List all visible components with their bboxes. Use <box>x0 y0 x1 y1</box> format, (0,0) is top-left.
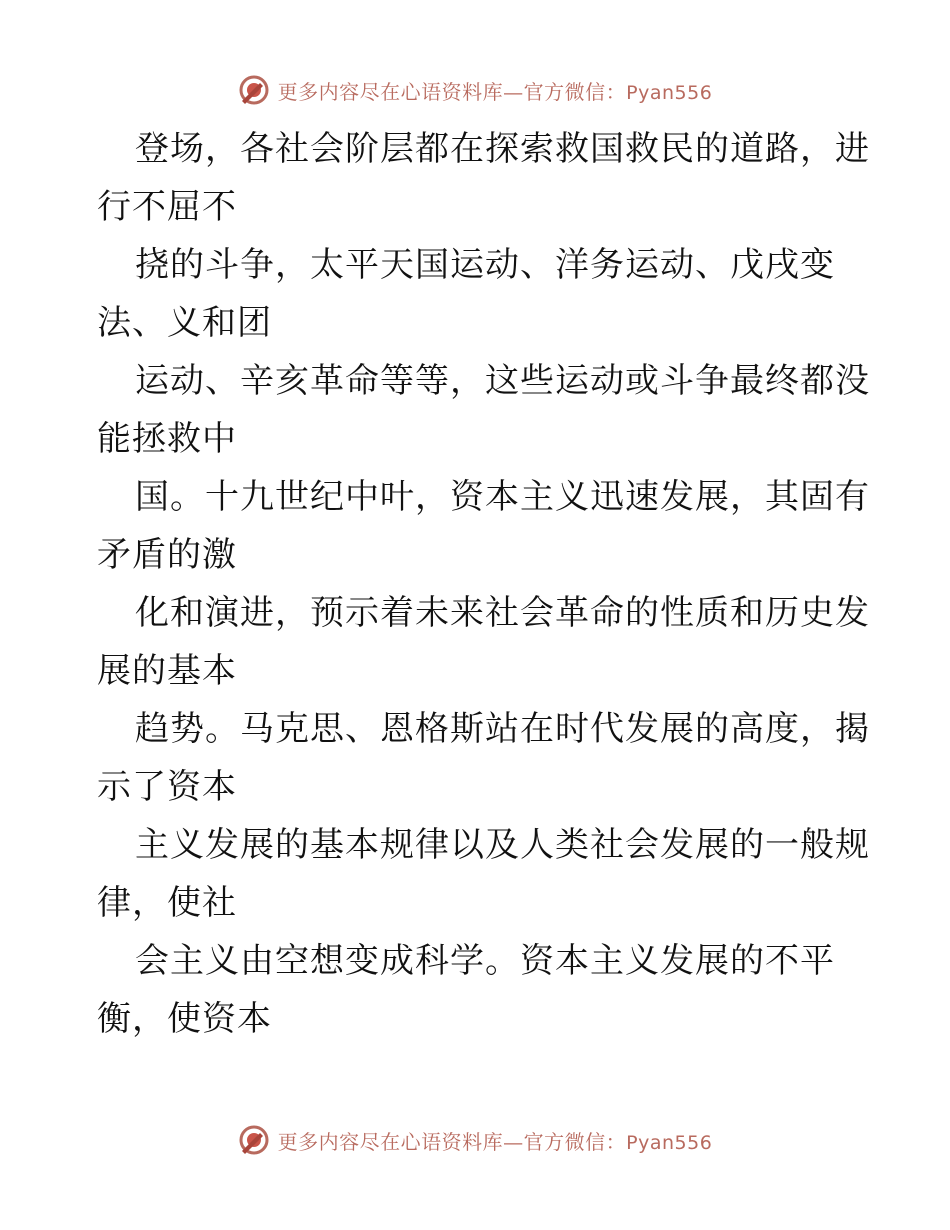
text-line: 登场，各社会阶层都在探索救国救民的道路，进 <box>135 129 870 169</box>
text-line: 化和演进，预示着未来社会革命的性质和历史发 <box>135 593 870 633</box>
text-line: 法、义和团 <box>97 303 272 343</box>
footer-banner <box>0 1120 950 1160</box>
header-wechat-id: Pyan556 <box>626 81 713 104</box>
footer-wechat-id: Pyan556 <box>626 1131 713 1154</box>
header-banner-text <box>278 76 713 105</box>
text-line: 国。十九世纪中叶，资本主义迅速发展，其固有 <box>135 477 870 517</box>
text-line: 示了资本 <box>97 767 237 807</box>
text-line: 行不屈不 <box>97 187 237 227</box>
text-line: 展的基本 <box>97 651 237 691</box>
header-banner-label: 更多内容尽在心语资料库—官方微信： <box>277 79 627 104</box>
text-line: 趋势。马克思、恩格斯站在时代发展的高度，揭 <box>135 709 870 749</box>
text-line: 能拯救中 <box>97 419 237 459</box>
header-banner <box>0 70 950 110</box>
quill-seal-icon <box>238 74 270 106</box>
footer-banner-text <box>278 1126 713 1155</box>
document-body <box>0 120 950 1048</box>
quill-seal-icon <box>238 1124 270 1156</box>
text-line: 挠的斗争，太平天国运动、洋务运动、戊戌变 <box>135 245 835 285</box>
text-line: 会主义由空想变成科学。资本主义发展的不平 <box>135 941 835 981</box>
text-line: 矛盾的激 <box>97 535 237 575</box>
text-line: 律，使社 <box>97 883 237 923</box>
text-line: 衡，使资本 <box>97 999 272 1039</box>
text-line: 主义发展的基本规律以及人类社会发展的一般规 <box>135 825 870 865</box>
text-line: 运动、辛亥革命等等，这些运动或斗争最终都没 <box>135 361 870 401</box>
footer-banner-label: 更多内容尽在心语资料库—官方微信： <box>277 1129 627 1154</box>
